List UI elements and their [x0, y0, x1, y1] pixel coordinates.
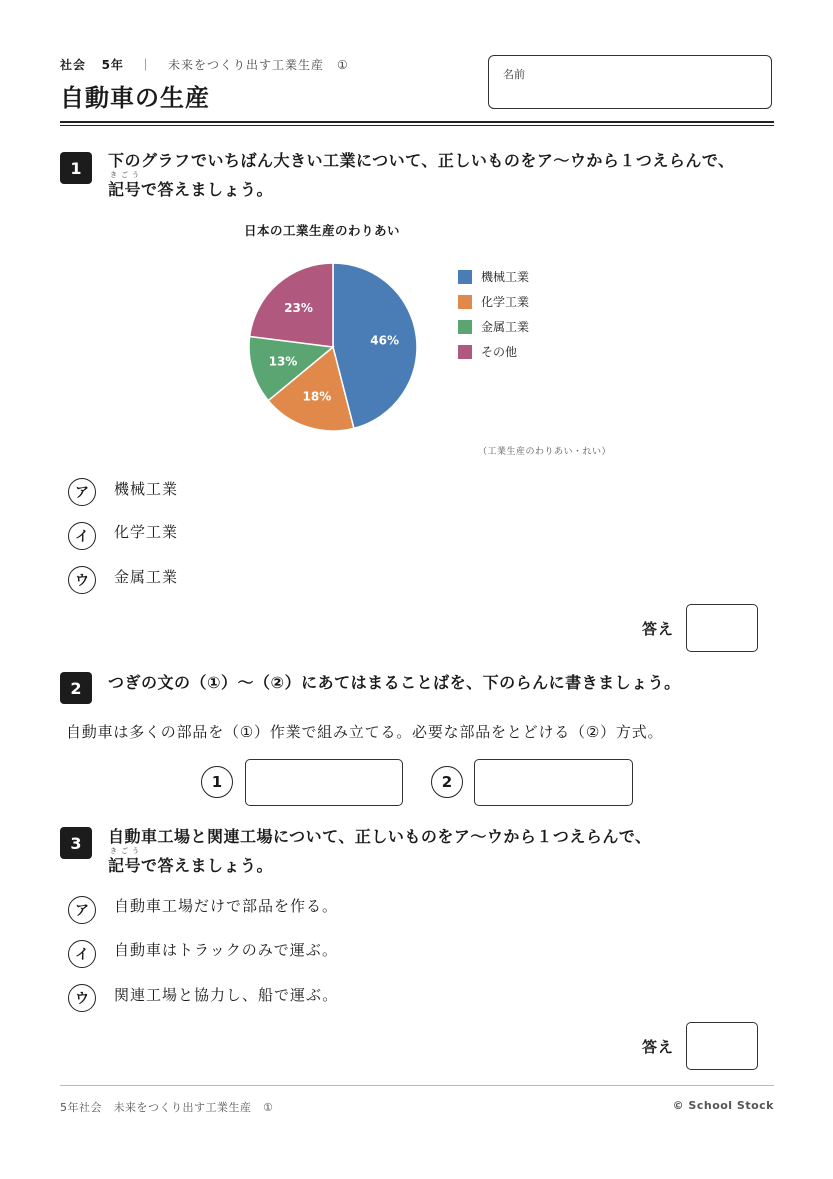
legend-swatch: [458, 320, 472, 334]
separator: ｜: [139, 58, 153, 72]
question-3-line1: 自動車工場と関連工場について、正しいものをア〜ウから１つえらんで、: [108, 827, 652, 846]
chart-source-note: （工業生産のわりあい・れい）: [478, 447, 612, 457]
question-2-text: つぎの文の（①）〜（②）にあてはまることばを、下のらんに書きましょう。: [108, 673, 681, 692]
name-label: 名前: [503, 68, 525, 81]
legend-item: [458, 339, 529, 364]
option-text-a: 自動車工場だけで部品を作る。: [114, 897, 339, 915]
legend-item: [458, 314, 529, 339]
option-circle-a: ア: [68, 478, 96, 506]
pie-slice-label: 46%: [370, 333, 400, 348]
footer-left: 5年社会 未来をつくり出す工業生産 ①: [60, 1101, 274, 1114]
legend-swatch: [458, 270, 472, 284]
subject-label: 社会: [60, 58, 87, 72]
header-subtitle: [60, 56, 349, 73]
grade-label: 5年: [101, 58, 124, 72]
legend-label: 金属工業: [481, 320, 530, 334]
answer-box-3[interactable]: [686, 1022, 758, 1070]
answer-label-1: 答え: [642, 620, 675, 638]
question-number-1: 1: [60, 152, 92, 184]
legend-item: [458, 289, 529, 314]
blank-number-2: 2: [431, 766, 463, 798]
option-text-i: 自動車はトラックのみで運ぶ。: [114, 941, 339, 959]
legend-swatch: [458, 345, 472, 359]
answer-box-blank-1[interactable]: [245, 759, 403, 806]
option-text-a: 機械工業: [114, 480, 179, 498]
answer-box-1[interactable]: [686, 604, 758, 652]
footer-divider: [60, 1085, 774, 1086]
question-1-ruby: きごう: [110, 171, 143, 179]
question-1-line2: 記号で答えましょう。: [108, 180, 274, 199]
pie-slice-label: 13%: [268, 354, 298, 369]
option-circle-u: ウ: [68, 984, 96, 1012]
chart-title: 日本の工業生産のわりあい: [244, 223, 401, 238]
chart-legend: [458, 264, 529, 364]
option-circle-u: ウ: [68, 566, 96, 594]
option-text-u: 金属工業: [114, 568, 179, 586]
question-number-2: 2: [60, 672, 92, 704]
name-field[interactable]: [488, 55, 772, 109]
pie-slice-label: 18%: [302, 389, 332, 404]
question-1-line1: 下のグラフでいちばん大きい工業について、正しいものをア〜ウから１つえらんで、: [108, 151, 735, 170]
pie-chart: [238, 252, 428, 442]
option-circle-i: イ: [68, 940, 96, 968]
legend-label: 機械工業: [481, 270, 530, 284]
footer-copyright: © School Stock: [672, 1099, 774, 1112]
option-circle-i: イ: [68, 522, 96, 550]
page-title: 自動車の生産: [60, 84, 210, 112]
blank-number-1: 1: [201, 766, 233, 798]
unit-label: 未来をつくり出す工業生産 ①: [168, 58, 349, 72]
header-divider-thin: [60, 125, 774, 126]
option-circle-a: ア: [68, 896, 96, 924]
legend-label: 化学工業: [481, 295, 530, 309]
pie-slice-label: 23%: [284, 300, 313, 315]
answer-box-blank-2[interactable]: [474, 759, 633, 806]
question-3-ruby: きごう: [110, 847, 143, 855]
answer-label-3: 答え: [642, 1038, 675, 1056]
header-divider: [60, 121, 774, 123]
legend-label: その他: [481, 345, 518, 359]
legend-item: [458, 264, 529, 289]
option-text-u: 関連工場と協力し、船で運ぶ。: [114, 986, 339, 1004]
question-3-line2: 記号で答えましょう。: [108, 856, 274, 875]
option-text-i: 化学工業: [114, 523, 179, 541]
question-number-3: 3: [60, 827, 92, 859]
legend-swatch: [458, 295, 472, 309]
question-2-sentence: 自動車は多くの部品を（①）作業で組み立てる。必要な部品をとどける（②）方式。: [66, 723, 664, 741]
